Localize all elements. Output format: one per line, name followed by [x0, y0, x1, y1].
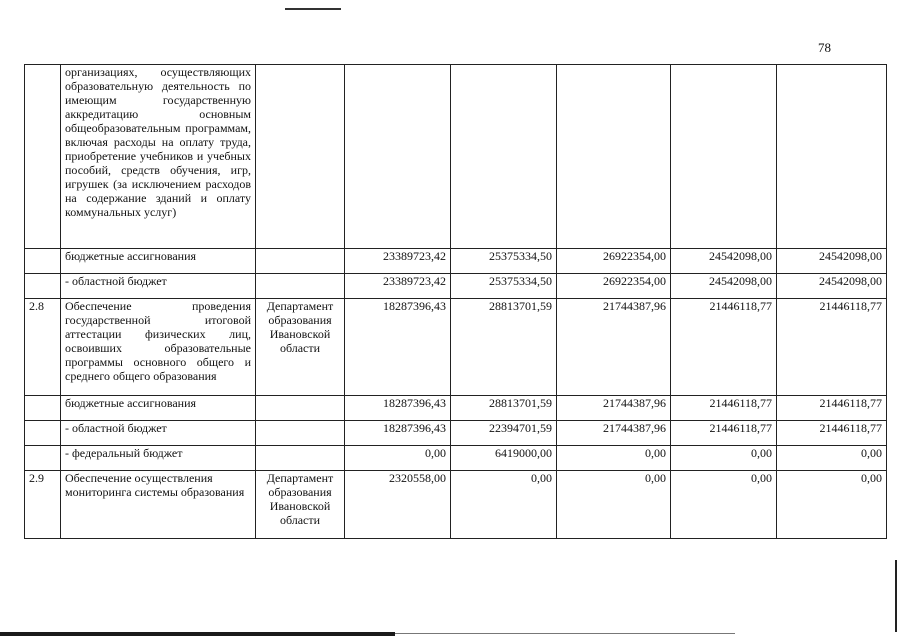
row-number [25, 446, 61, 471]
row-number [25, 421, 61, 446]
value-cell: 0,00 [557, 471, 671, 539]
row-department [256, 421, 345, 446]
value-cell: 21744387,96 [557, 299, 671, 396]
value-cell: 0,00 [671, 471, 777, 539]
value-cell: 0,00 [777, 446, 887, 471]
value-cell: 24542098,00 [777, 274, 887, 299]
value-cell [557, 65, 671, 249]
value-cell [345, 65, 451, 249]
value-cell: 22394701,59 [451, 421, 557, 446]
value-cell [671, 65, 777, 249]
value-cell: 24542098,00 [777, 249, 887, 274]
value-cell: 24542098,00 [671, 274, 777, 299]
row-department [256, 274, 345, 299]
table-row-budget-allocations [25, 249, 887, 274]
value-cell [777, 65, 887, 249]
row-department [256, 249, 345, 274]
row-department [256, 65, 345, 249]
row-department [256, 446, 345, 471]
value-cell: 23389723,42 [345, 274, 451, 299]
row-number [25, 249, 61, 274]
value-cell: 0,00 [777, 471, 887, 539]
table-row-regional-budget [25, 421, 887, 446]
row-number [25, 396, 61, 421]
row-description: Обеспечение осуществления мониторинга системы образования [61, 471, 256, 539]
table-row-continuation [25, 65, 887, 249]
table-row-budget-allocations [25, 396, 887, 421]
value-cell: 0,00 [671, 446, 777, 471]
value-cell [451, 65, 557, 249]
value-cell: 6419000,00 [451, 446, 557, 471]
table-row-2-9 [25, 471, 887, 539]
value-cell: 28813701,59 [451, 299, 557, 396]
top-rule [285, 8, 341, 10]
value-cell: 26922354,00 [557, 274, 671, 299]
table-row-2-8 [25, 299, 887, 396]
row-description: - федеральный бюджет [61, 446, 256, 471]
row-description: бюджетные ассигнования [61, 249, 256, 274]
value-cell: 23389723,42 [345, 249, 451, 274]
scan-edge-bottom [0, 632, 395, 636]
row-description: - областной бюджет [61, 274, 256, 299]
value-cell: 0,00 [557, 446, 671, 471]
value-cell: 25375334,50 [451, 274, 557, 299]
scan-edge-right [895, 560, 897, 632]
value-cell: 21446118,77 [777, 396, 887, 421]
row-number: 2.8 [25, 299, 61, 396]
scan-edge-bottom-thin [395, 633, 735, 634]
value-cell: 21446118,77 [777, 421, 887, 446]
value-cell: 26922354,00 [557, 249, 671, 274]
value-cell: 21446118,77 [777, 299, 887, 396]
row-number [25, 65, 61, 249]
row-department: Департамент образования Ивановской области [256, 299, 345, 396]
value-cell: 24542098,00 [671, 249, 777, 274]
table-row-federal-budget [25, 446, 887, 471]
row-description: - областной бюджет [61, 421, 256, 446]
row-number: 2.9 [25, 471, 61, 539]
value-cell: 2320558,00 [345, 471, 451, 539]
value-cell: 28813701,59 [451, 396, 557, 421]
value-cell: 25375334,50 [451, 249, 557, 274]
row-description: организациях, осуществляющих образовательную деятельность по имеющим государственную аккредитацию основным общеобразовательным программам, включая расходы на оплату труда, приобретение учебников и учебных пособий, средств обучения, игр, игрушек (за исключением расходов на содержание зданий и оплату коммунальных услуг) [61, 65, 256, 249]
value-cell: 18287396,43 [345, 299, 451, 396]
row-description: Обеспечение проведения государственной итоговой аттестации физических лиц, освоивших образовательные программы основного общего и среднего общего образования [61, 299, 256, 396]
table-row-regional-budget [25, 274, 887, 299]
value-cell: 0,00 [451, 471, 557, 539]
value-cell: 0,00 [345, 446, 451, 471]
row-description: бюджетные ассигнования [61, 396, 256, 421]
value-cell: 18287396,43 [345, 396, 451, 421]
value-cell: 21446118,77 [671, 299, 777, 396]
value-cell: 21744387,96 [557, 421, 671, 446]
page-number: 78 [818, 40, 831, 55]
row-number [25, 274, 61, 299]
budget-table [24, 64, 887, 539]
value-cell: 21446118,77 [671, 396, 777, 421]
row-department: Департамент образования Ивановской области [256, 471, 345, 539]
value-cell: 21446118,77 [671, 421, 777, 446]
value-cell: 21744387,96 [557, 396, 671, 421]
value-cell: 18287396,43 [345, 421, 451, 446]
row-department [256, 396, 345, 421]
